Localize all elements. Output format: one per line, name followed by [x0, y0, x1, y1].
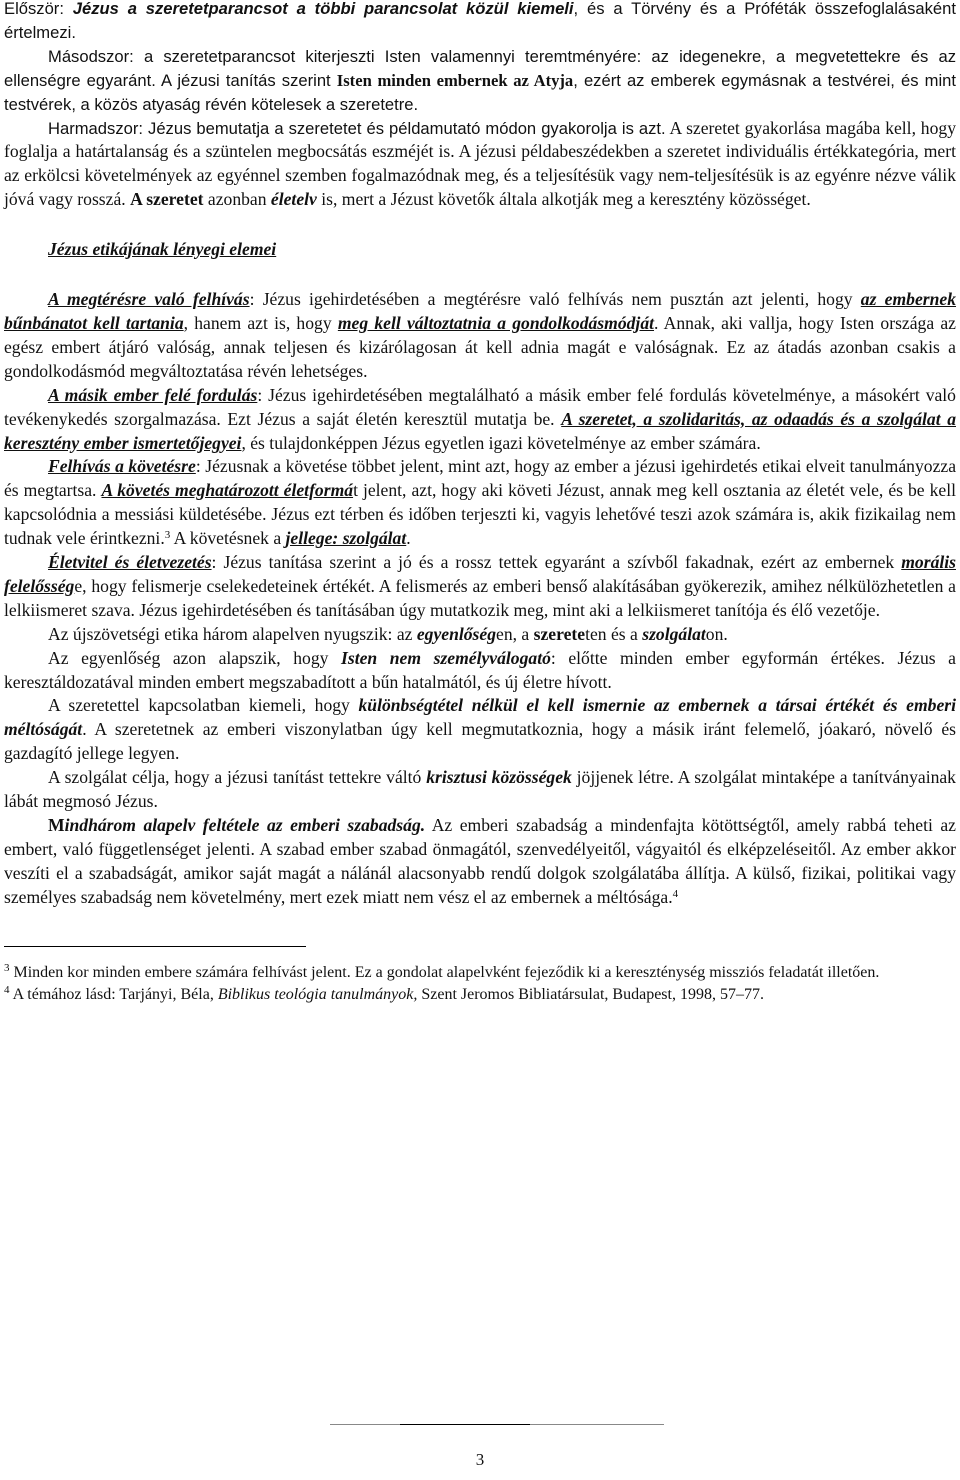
footnote-3: $^3$ Minden kor minden embere számára felhívást jelent. Ez a gondolat alapelvként fejeződik ki a kereszténység missziós feladatát illetően. [4, 961, 880, 981]
paragraph-principles: Az újszövetségi etika három alapelven nyugszik: az egyenlőségen, a szereteten és a szolgálaton. [48, 623, 728, 644]
page-number: 3 [475, 1450, 485, 1469]
bottom-rule-dark [400, 1424, 530, 1425]
paragraph-love: A szeretettel kapcsolatban kiemeli, hogy különbségtétel nélkül el kell ismernie az embernek a társai értékét és emberi méltóságát. A szeretetnek az emberi viszonylatban úgy kell megmutatkoznia, hogy a másik iránt felemelő, jóakaró, növelő és gazdagító jellege legyen. [4, 695, 956, 764]
paragraph-first: Először: Jézus a szeretetparancsot a többi parancsolat közül kiemeli, és a Törvény és a Próféták összefoglalásaként értelmezi. [4, 0, 956, 42]
footnote-4: $^4$ A témához lásd: Tarjányi, Béla, Biblikus teológia tanulmányok, Szent Jeromos Bibliatársulat, Budapest, 1998, 57–77. [4, 983, 764, 1003]
footnote-separator [4, 946, 306, 947]
paragraph-second: Másodszor: a szeretetparancsot kiterjeszti Isten valamennyi teremtményére: az idegenekre, a megvetettekre és az ellenségre egyaránt. A jézusi tanítás szerint Isten minden embernek az Atyja, ezért az emberek egymásnak a testvérei, és mint testvérek, a közös atyaság révén kötelesek a szeretetre. [4, 46, 956, 114]
paragraph-service: A szolgálat célja, hogy a jézusi tanítást tettekre váltó krisztusi közösségek jöjjenek létre. A szolgálat mintaképe a tanítványainak lábát megmosó Jézus. [4, 767, 956, 812]
paragraph-lifestyle: Életvitel és életvezetés: Jézus tanítása szerint a jó és a rossz tettek egyaránt a szívből fakadnak, ezért az embernek morális felelőssége, hogy felismerje cselekedeteinek értékét. A felismerés az emberi benső alakításában gyökerezik, amihez nélkülözhetetlen a lelkiismeret szava. Jézus igehirdetésében és tanításában úgy mutatkozik meg, mint aki a lelkiismeret tanítója és élő vezetője. [4, 552, 956, 620]
paragraph-third: Harmadszor: Jézus bemutatja a szeretetet és példamutató módon gyakorolja is azt. A szeretet gyakorlása magába kell, hogy foglalja a határtalanság és a szüntelen megbocsátás eszméjét is. A jézusi példabeszédekben a szeretet individuális értékkategória, mert az erkölcsi követelmények az egyénnel szemben fogalmazódnak meg, és a teljesítésük vagy nem-teljesítésük is az egyénre nézve válik jóvá vagy rosszá. A szeretet azonban életelv is, mert a Jézust követők általa alkotják meg a keresztény közösséget. [4, 117, 956, 210]
paragraph-equality: Az egyenlőség azon alapszik, hogy Isten nem személyválogató: előtte minden ember egyformán értékes. Jézus a keresztáldozatával minden embert megszabadított a bűn hatalmától, és új életre hívott. [4, 647, 956, 692]
paragraph-following: Felhívás a követésre: Jézusnak a követése többet jelent, mint azt, hogy az ember a jézusi igehirdetés etikai elveit tanulmányozza és megtartsa. A követés meghatározott életformát jelent, azt, hogy aki követi Jézust, annak meg kell osztania az életét vele, és be kell kapcsolódnia a messiási küldetésébe. Jézus ezt térben és időben terjeszti ki, vagyis lehetővé teszi azok számára is, akik fizikailag nem tudnak vele érintkezni.$^3$ A követésnek a jellege: szolgálat. [4, 456, 957, 549]
section-heading: Jézus etikájának lényegi elemei [48, 239, 277, 260]
paragraph-conversion: A megtérésre való felhívás: Jézus igehirdetésében a megtérésre való felhívás nem pusztán azt jelenti, hogy az embernek bűnbánatot kell tartania, hanem azt is, hogy meg kell változtatnia a gondolkodásmódját. Annak, aki vallja, hogy Isten országa az egész embert átjáró valóság, annak teljesen és kizárólagosan át kell adnia magát e valóságnak. Ez az átadás azonban csakis a gondolkodásmód megváltoztatása révén lehetséges. [4, 289, 957, 381]
paragraph-turning: A másik ember felé fordulás: Jézus igehirdetésében megtalálható a másik ember felé fordulás követelménye, a másokért való tevékenykedés szorgalmazása. Ezt Jézus a saját életén keresztül mutatja be. A szeretet, a szolidaritás, az odaadás és a szolgálat a keresztény ember ismertetőjegyei, és tulajdonképpen Jézus egyetlen igazi követelménye az ember számára. [4, 384, 956, 453]
document-page [4, 0, 956, 1006]
footnote-ref-4: 4 [672, 887, 679, 900]
paragraph-freedom: Mindhárom alapelv feltétele az emberi szabadság. Az emberi szabadság a mindenfajta kötöttségtől, amely rabbá teheti az embert, való függetlenséget jelenti. A szabad ember szabad önmagától, szenvedélyeitől, vágyaitól és elképzeléseitől. Az ember akkor veszíti el a szabadságát, amikor saját magát a nálánál alacsonyabb rendű dolgok szolgálatába állítja. A külső, fizikai, politikai vagy személyes szabadság nem követelmény, mert ezek miatt nem vész el az embernek a méltósága.$^4$ [4, 815, 956, 907]
footnote-ref-3: 3 [164, 529, 171, 542]
